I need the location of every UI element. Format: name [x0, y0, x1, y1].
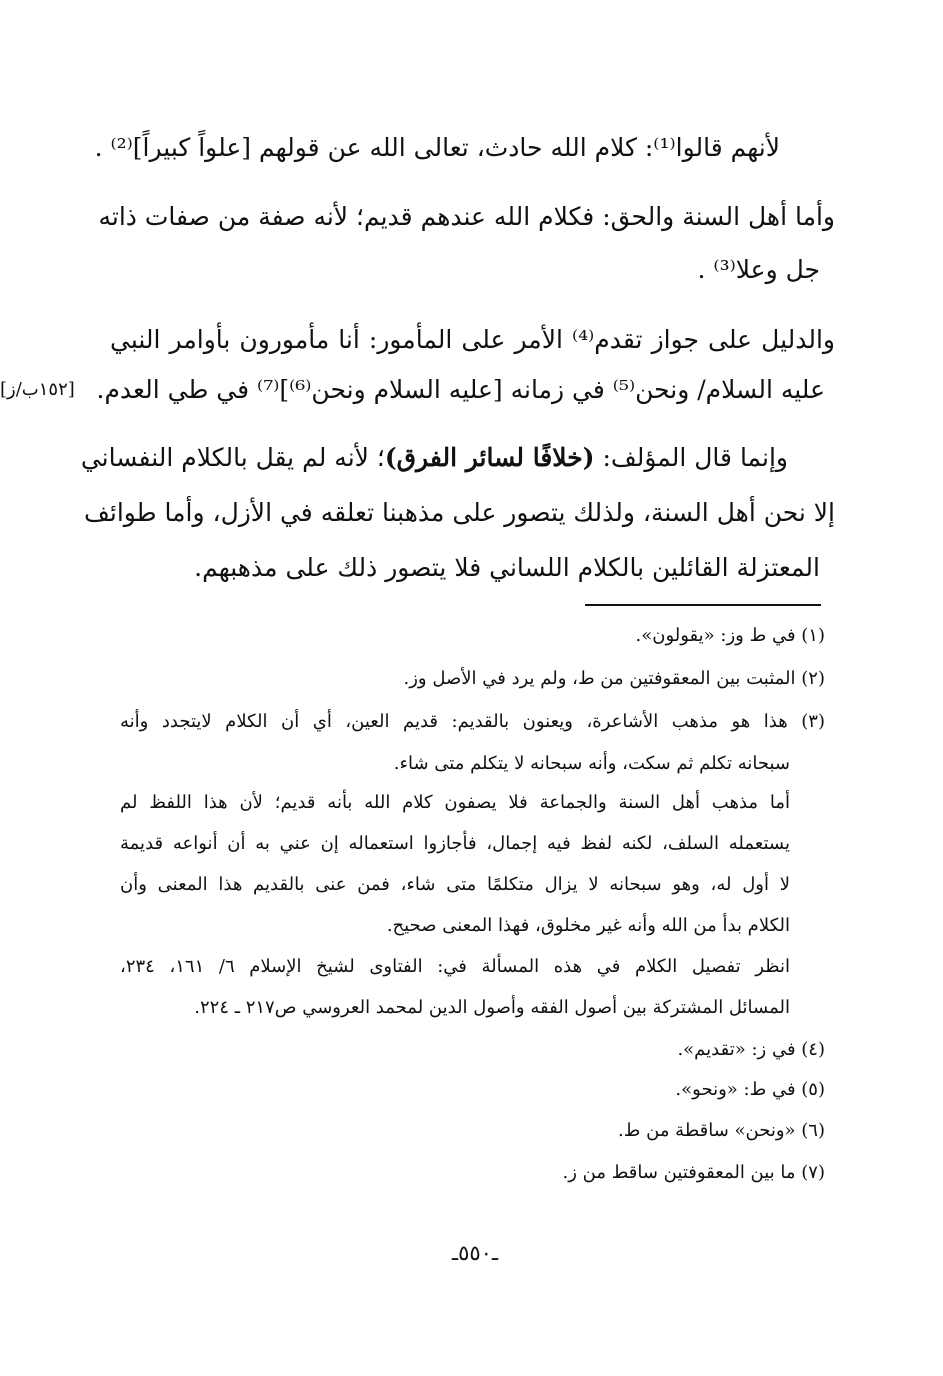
- main-text-line-1: لأنهم قالوا⁽¹⁾: كلام الله حادث، تعالى الله عن قولهم [علواً كبيراً]⁽²⁾ .: [94, 133, 780, 162]
- footnote-3-line-7: انظر تفصيل الكلام في هذه المسألة في: الفتاوى لشيخ الإسلام ٦/ ١٦١، ٢٣٤،: [120, 956, 790, 977]
- footnote-1: (١) في ط وز: «يقولون».: [635, 625, 825, 646]
- main-text-line-7: إلا نحن أهل السنة، ولذلك يتصور على مذهبنا تعلقه في الأزل، وأما طوائف: [83, 498, 835, 527]
- footnote-5: (٥) في ط: «ونحو».: [675, 1079, 825, 1100]
- footnote-3-line-8: المسائل المشتركة بين أصول الفقه وأصول الدين لمحمد العروسي ص٢١٧ ـ ٢٢٤.: [194, 997, 790, 1018]
- footnote-3-line-6: الكلام بدأ من الله وأنه غير مخلوق، فهذا المعنى صحيح.: [386, 915, 790, 936]
- footnote-separator: [585, 604, 821, 606]
- footnote-3-line-1: (٣) هذا هو مذهب الأشاعرة، ويعنون بالقديم: قديم العين، أي أن الكلام لايتجدد وأنه: [120, 711, 825, 732]
- main-text-line-3: جل وعلا⁽³⁾ .: [697, 255, 820, 284]
- footnote-3-line-4: يستعمله السلف، لكنه لفظ فيه إجمال، فأجازوا استعماله إن عني به أن أنواعه قديمة: [120, 833, 790, 854]
- footnote-7: (٧) ما بين المعقوفتين ساقط من ز.: [562, 1162, 825, 1183]
- main-text-line-6-post: ؛ لأنه لم يقل بالكلام النفساني: [80, 443, 385, 472]
- main-text-line-8: المعتزلة القائلين بالكلام اللساني فلا يتصور ذلك على مذهبهم.: [194, 553, 820, 582]
- main-text-line-2: وأما أهل السنة والحق: فكلام الله عندهم قديم؛ لأنه صفة من صفات ذاته: [98, 202, 835, 231]
- main-text-line-6: [80, 438, 788, 482]
- footnote-6: (٦) «ونحن» ساقطة من ط.: [618, 1120, 825, 1141]
- footnote-3-line-5: لا أول له، وهو سبحانه لا يزال متكلمًا متى شاء، فمن عنى بالقديم هذا المعنى وأن: [120, 874, 790, 895]
- footnote-3-line-3: أما مذهب أهل السنة والجماعة فلا يصفون كلام الله بأنه قديم؛ لأن هذا اللفظ لم: [120, 792, 790, 813]
- footnote-4: (٤) في ز: «تقديم».: [677, 1039, 825, 1060]
- main-text-line-5: عليه السلام/ ونحن⁽⁵⁾ في زمانه [عليه السلام ونحن⁽⁶⁾]⁽⁷⁾ في طي العدم.: [96, 375, 825, 404]
- main-text-line-4: والدليل على جواز تقدم⁽⁴⁾ الأمر على المأمور: أنا مأمورون بأوامر النبي: [110, 325, 835, 354]
- quoted-phrase: (خلافًا لسائر الفرق): [384, 443, 595, 472]
- margin-folio-note: [١٥٢ب/ز]: [0, 379, 75, 400]
- footnote-2: (٢) المثبت بين المعقوفتين من ط، ولم يرد في الأصل وز.: [403, 668, 825, 689]
- main-text-line-6-pre: وإنما قال المؤلف:: [594, 443, 788, 472]
- footnote-3-line-2: سبحانه تكلم ثم سكت، وأنه سبحانه لا يتكلم متى شاء.: [393, 753, 790, 774]
- page-number: ـ٥٥٠ـ: [451, 1241, 499, 1265]
